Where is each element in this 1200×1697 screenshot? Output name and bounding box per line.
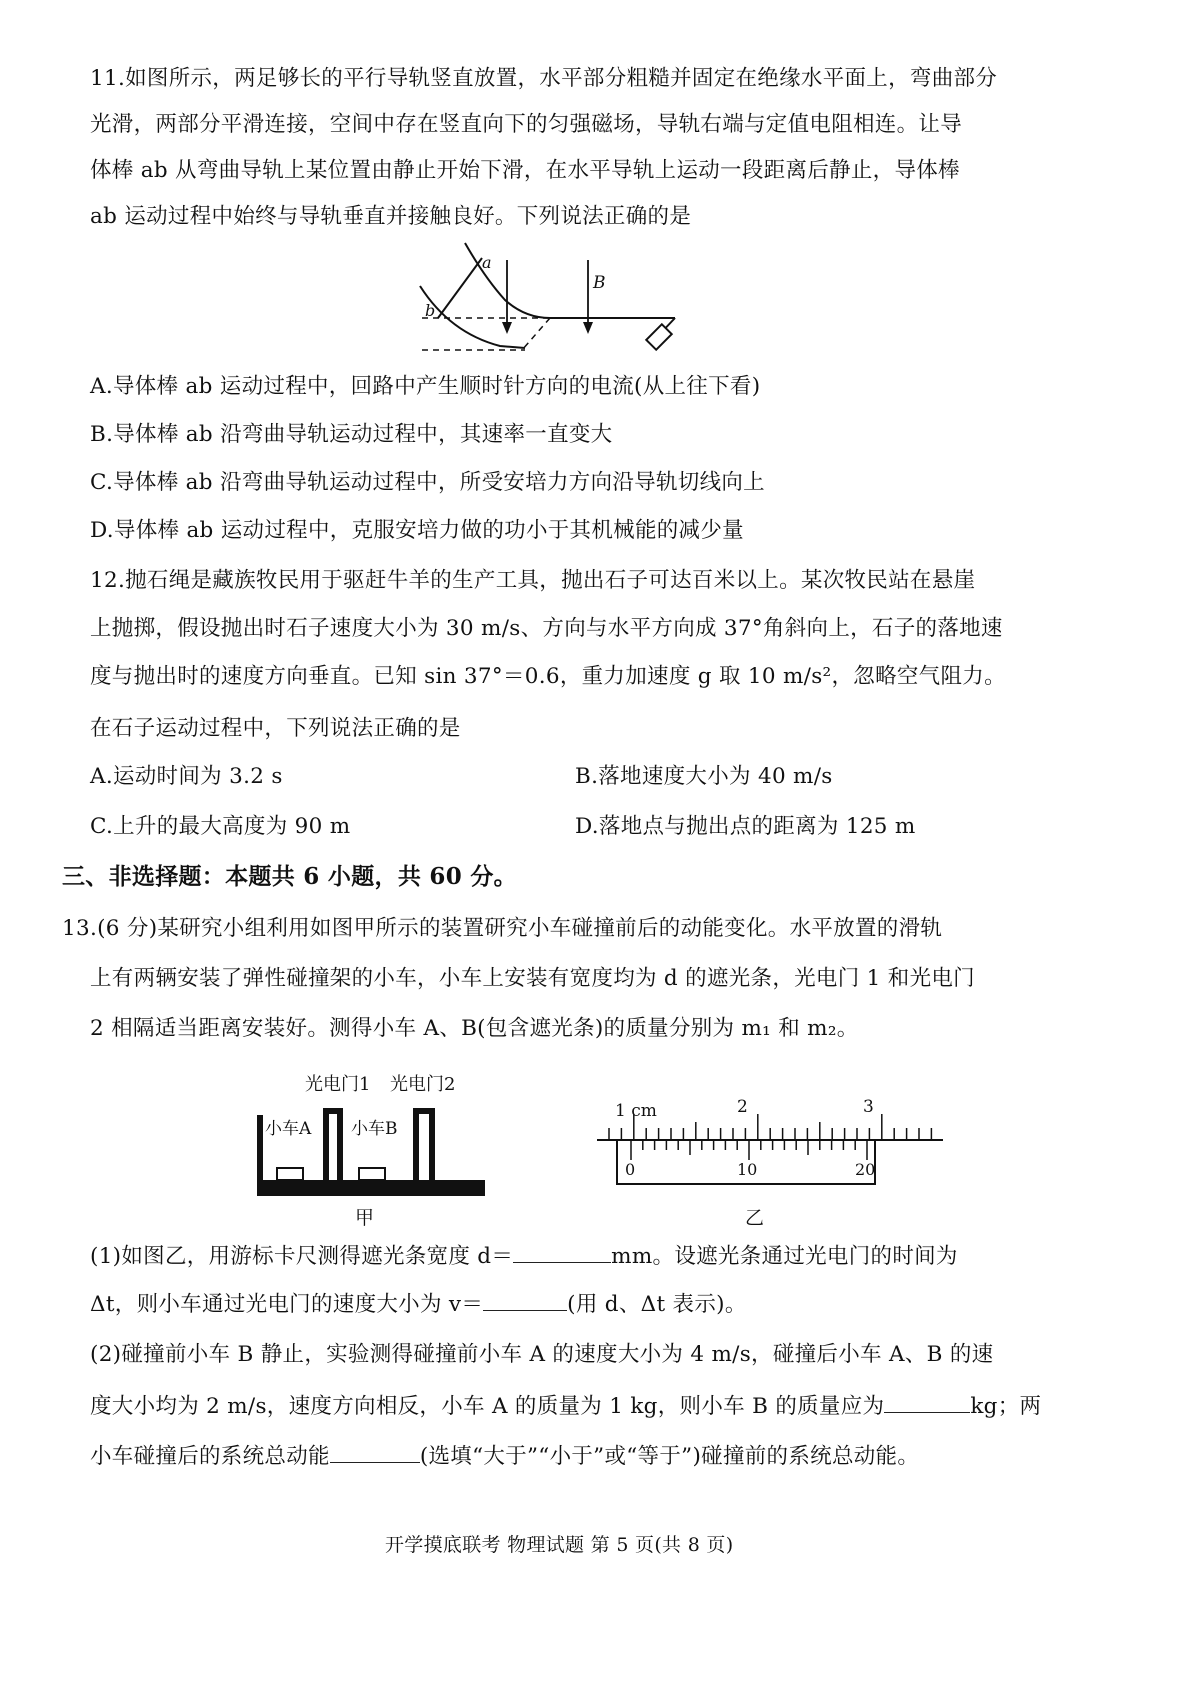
q12-line-3: 度与抛出时的速度方向垂直。已知 sin 37°＝0.6，重力加速度 g 取 10 m/s²，忽略空气阻力。	[90, 664, 1006, 689]
q13-line-1: 13.(6 分)某研究小组利用如图甲所示的装置研究小车碰撞前后的动能变化。水平放置的滑轨	[62, 916, 943, 941]
q11-label-B: B	[593, 273, 606, 293]
vernier-label-10: 10	[737, 1160, 758, 1179]
q13-part2-line-3	[90, 1440, 919, 1472]
q13-part2-line-2	[90, 1390, 1041, 1422]
answer-blank-mass[interactable]	[884, 1390, 970, 1413]
q13-part2-text-a: 度大小均为 2 m/s，速度方向相反，小车 A 的质量为 1 kg，则小车 B 的质量应为	[90, 1394, 885, 1419]
main-label-3: 3	[863, 1097, 874, 1117]
q12-option-a: A.运动时间为 3.2 s	[90, 764, 283, 789]
q12-line-4: 在石子运动过程中，下列说法正确的是	[90, 716, 461, 741]
main-label-1cm: 1 cm	[615, 1101, 657, 1121]
q12-option-c: C.上升的最大高度为 90 m	[90, 814, 351, 839]
q13-fig-jia	[255, 1060, 490, 1230]
gate2-label: 光电门2	[390, 1074, 456, 1095]
main-label-2: 2	[737, 1097, 748, 1117]
vernier-label-20: 20	[855, 1160, 876, 1179]
track-end-post	[257, 1115, 263, 1181]
answer-blank-energy[interactable]	[330, 1440, 420, 1463]
q13-line-2: 上有两辆安装了弹性碰撞架的小车，小车上安装有宽度均为 d 的遮光条，光电门 1 和光电门	[90, 966, 975, 991]
q13-part2-text-d: (选填“大于”“小于”或“等于”)碰撞前的系统总动能。	[419, 1444, 920, 1469]
photogate-1	[323, 1108, 343, 1180]
page-footer: 开学摸底联考 物理试题 第 5 页(共 8 页)	[385, 1534, 734, 1556]
fig-jia-caption: 甲	[355, 1207, 375, 1229]
q11-line-1: 11.如图所示，两足够长的平行导轨竖直放置，水平部分粗糙并固定在绝缘水平面上，弯曲部分	[90, 66, 998, 91]
q12-option-b: B.落地速度大小为 40 m/s	[575, 764, 833, 789]
q13-part2-text-c: 小车碰撞后的系统总动能	[90, 1444, 330, 1469]
main-scale-ticks	[609, 1114, 931, 1140]
car-a-label: 小车A	[265, 1119, 312, 1139]
q12-option-d: D.落地点与抛出点的距离为 125 m	[575, 814, 916, 839]
q11-option-c: C.导体棒 ab 沿弯曲导轨运动过程中，所受安培力方向沿导轨切线向上	[90, 470, 765, 495]
car-b	[359, 1168, 385, 1180]
gate1-label: 光电门1	[305, 1074, 371, 1095]
q13-part2-text-b: kg；两	[970, 1394, 1042, 1419]
q11-option-d: D.导体棒 ab 运动过程中，克服安培力做的功小于其机械能的减少量	[90, 518, 744, 543]
q11-option-b: B.导体棒 ab 沿弯曲导轨运动过程中，其速率一直变大	[90, 422, 613, 447]
q13-part1-text-c: Δt，则小车通过光电门的速度大小为 v＝	[90, 1292, 484, 1317]
car-b-label: 小车B	[351, 1119, 398, 1139]
q13-part1-text-b: mm。设遮光条通过光电门的时间为	[611, 1244, 958, 1269]
q11-rail-figure	[410, 238, 700, 368]
track-base	[257, 1180, 485, 1196]
q11-line-4: ab 运动过程中始终与导轨垂直并接触良好。下列说法正确的是	[90, 204, 692, 229]
q13-line-3: 2 相隔适当距离安装好。测得小车 A、B(包含遮光条)的质量分别为 m₁ 和 m₂。	[90, 1016, 859, 1041]
q11-label-b: b	[425, 301, 436, 320]
answer-blank-v[interactable]	[483, 1288, 567, 1311]
photogate-2	[413, 1108, 435, 1180]
q13-part2-line-1: (2)碰撞前小车 B 静止，实验测得碰撞前小车 A 的速度大小为 4 m/s，碰撞后小车 A、B 的速	[90, 1342, 994, 1367]
q13-part1-text-d: (用 d、Δt 表示)。	[567, 1292, 747, 1317]
answer-blank-d[interactable]	[513, 1240, 611, 1263]
q11-option-a: A.导体棒 ab 运动过程中，回路中产生顺时针方向的电流(从上往下看)	[90, 374, 761, 399]
q11-label-a: a	[482, 253, 492, 272]
q12-line-1: 12.抛石绳是藏族牧民用于驱赶牛羊的生产工具，抛出石子可达百米以上。某次牧民站在悬崖	[90, 568, 976, 593]
vernier-label-0: 0	[625, 1160, 636, 1179]
q11-line-2: 光滑，两部分平滑连接，空间中存在竖直向下的匀强磁场，导轨右端与定值电阻相连。让导	[90, 112, 963, 137]
section3-title: 三、非选择题：本题共 6 小题，共 60 分。	[62, 863, 517, 890]
fig-yi-caption: 乙	[745, 1207, 765, 1229]
q13-fig-yi	[595, 1060, 955, 1230]
q12-line-2: 上抛掷，假设抛出时石子速度大小为 30 m/s、方向与水平方向成 37°角斜向上，石子的落地速	[90, 616, 1003, 641]
q13-part1-text-a: (1)如图乙，用游标卡尺测得遮光条宽度 d＝	[90, 1244, 514, 1269]
q13-part1-line-2	[90, 1288, 747, 1320]
q11-line-3: 体棒 ab 从弯曲导轨上某位置由静止开始下滑，在水平导轨上运动一段距离后静止，导体棒	[90, 158, 960, 183]
vernier-scale-ticks	[631, 1140, 867, 1160]
q13-part1-line-1	[90, 1240, 958, 1272]
car-a	[277, 1168, 303, 1180]
